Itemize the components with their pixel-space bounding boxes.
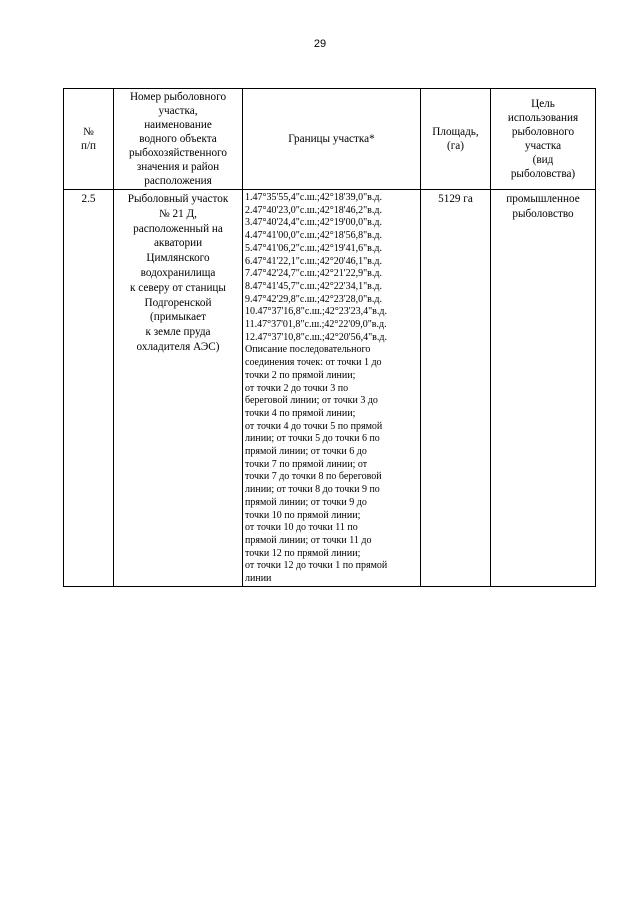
coordinates-list <box>245 192 420 344</box>
name-line: № 21 Д, <box>159 207 197 220</box>
header-num <box>64 89 114 190</box>
head-line: наименование <box>144 119 212 131</box>
header-name <box>114 89 243 190</box>
head-line: (вид <box>532 154 554 166</box>
desc-line: прямой линии; от точки 6 до <box>245 446 367 458</box>
desc-line: точки 2 по прямой линии; <box>245 369 356 381</box>
name-line: (примыкает <box>150 311 206 324</box>
coord-line: 1.47°35'55,4"с.ш.;42°18'39,0"в.д. <box>245 192 382 203</box>
coord-line: 4.47°41'00,0"с.ш.;42°18'56,8"в.д. <box>245 230 382 242</box>
coord-line: 11.47°37'01,8"с.ш.;42°22'09,0"в.д. <box>245 319 387 331</box>
coord-line: 7.47°42'24,7"с.ш.;42°21'22,9"в.д. <box>245 268 382 280</box>
desc-line: точки 7 до точки 8 по береговой <box>245 471 382 483</box>
head-line: рыболовного <box>511 126 575 138</box>
coord-line: 9.47°42'29,8"с.ш.;42°23'28,0"в.д. <box>245 293 382 305</box>
desc-line: от точки 12 до точки 1 по прямой <box>245 560 388 572</box>
desc-line: Описание последовательного <box>245 344 371 356</box>
head-line: значения и район <box>136 161 220 173</box>
desc-line: точки 12 по прямой линии; <box>245 547 361 559</box>
table-header-row <box>64 89 596 190</box>
row-num: 2.5 <box>64 190 114 587</box>
row-bounds <box>243 190 421 587</box>
name-line: к земле пруда <box>145 326 211 339</box>
desc-line: от точки 4 до точки 5 по прямой <box>245 420 383 432</box>
desc-line: береговой линии; от точки 3 до <box>245 395 378 407</box>
desc-line: соединения точек: от точки 1 до <box>245 357 382 369</box>
desc-line: линии <box>245 573 272 585</box>
header-bounds <box>243 89 421 190</box>
name-line: охладителя АЭС) <box>136 340 220 353</box>
head-line: Номер рыболовного <box>129 91 227 103</box>
coord-line: 10.47°37'16,8"с.ш.;42°23'23,4"в.д. <box>245 306 387 318</box>
head-line: Цель <box>531 98 555 110</box>
description-text <box>245 344 420 585</box>
name-line: акватории <box>153 237 203 250</box>
coord-line: 12.47°37'10,8"с.ш.;42°20'56,4"в.д. <box>245 331 387 343</box>
name-line: Рыболовный участок <box>127 193 229 205</box>
page-number: 29 <box>313 38 327 50</box>
desc-line: точки 7 по прямой линии; от <box>245 458 368 470</box>
head-line: рыбохозяйственного <box>129 147 227 159</box>
head-line: водного объекта <box>139 133 217 145</box>
name-line: к северу от станицы <box>130 281 226 294</box>
head-line: рыболовства) <box>510 168 576 180</box>
head-line: (га) <box>446 140 464 152</box>
desc-line: от точки 2 до точки 3 по <box>245 382 349 394</box>
head-line: использования <box>507 112 579 124</box>
name-line: водохранилища <box>140 266 216 279</box>
row-purpose <box>491 190 596 587</box>
name-line: Цимлянского <box>146 252 210 265</box>
row-area: 5129 га <box>421 190 491 587</box>
fishing-area-table <box>63 88 596 587</box>
head-line: Площадь, <box>432 126 479 138</box>
header-area <box>421 89 491 190</box>
name-line: Подгоренской <box>144 296 212 309</box>
head-line: участка, <box>158 105 198 117</box>
desc-line: линии; от точки 5 до точки 6 по <box>245 433 380 445</box>
coord-line: 5.47°41'06,2"с.ш.;42°19'41,6"в.д. <box>245 242 382 254</box>
desc-line: линии; от точки 8 до точки 9 по <box>245 484 380 496</box>
coord-line: 6.47°41'22,1"с.ш.;42°20'46,1"в.д. <box>245 255 382 267</box>
head-line: Границы участка* <box>288 133 375 145</box>
header-purpose <box>491 89 596 190</box>
head-line: п/п <box>80 140 97 152</box>
coord-line: 3.47°40'24,4"с.ш.;42°19'00,0"в.д. <box>245 217 382 229</box>
row-name <box>114 190 243 587</box>
coord-line: 8.47°41'45,7"с.ш.;42°22'34,1"в.д. <box>245 280 382 292</box>
name-line: расположенный на <box>133 222 223 235</box>
table-row <box>64 190 596 587</box>
desc-line: точки 4 по прямой линии; <box>245 407 356 419</box>
desc-line: точки 10 по прямой линии; <box>245 509 361 521</box>
purpose-line: рыболовство <box>512 208 574 220</box>
purpose-line: промышленное <box>506 193 580 205</box>
desc-line: прямой линии; от точки 9 до <box>245 496 367 508</box>
head-line: участка <box>524 140 562 152</box>
head-line: расположения <box>144 175 212 187</box>
head-line: № <box>83 126 94 138</box>
desc-line: от точки 10 до точки 11 по <box>245 522 358 534</box>
desc-line: прямой линии; от точки 11 до <box>245 534 372 546</box>
coord-line: 2.47°40'23,0"с.ш.;42°18'46,2"в.д. <box>245 204 382 216</box>
